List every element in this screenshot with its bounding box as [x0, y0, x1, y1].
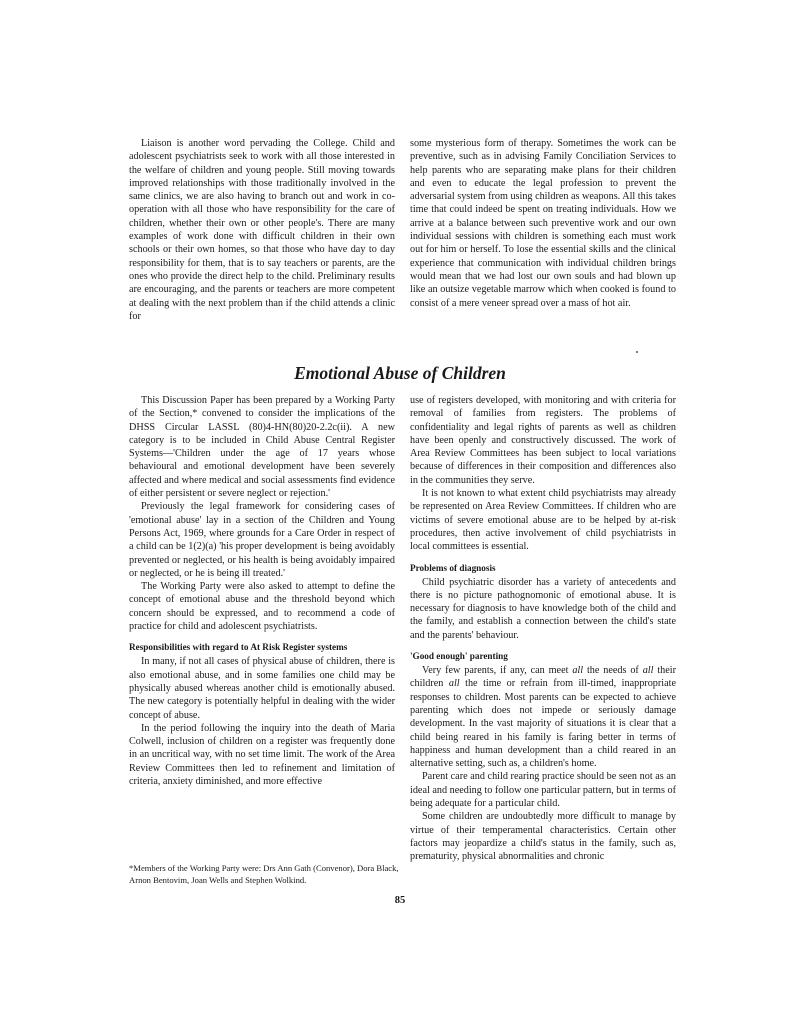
emphasis-all: all — [572, 665, 584, 677]
top-right-column — [410, 137, 676, 310]
text-run: Very few parents, if any, can meet — [422, 665, 573, 677]
working-party-paragraph: The Working Party were also asked to attempt to define the concept of emotional abuse and the threshold beyond which concern should be expressed, and to recommend a code of practice for child and adolescent psychiatrists. — [129, 581, 395, 633]
representation-paragraph: It is not known to what extent child psychiatrists may already be represented on Area Review Committees. If children who are victims of severe emotional abuse are to be helped by at-risk procedures, then active involvement of child psychiatrists in local committees is essential. — [410, 488, 676, 553]
liaison-paragraph: Liaison is another word pervading the College. Child and adolescent psychiatrists seek to work with all those interested in the welfare of children and young people. Still moving towards improved relationships with those traditionally involved in the same clinics, we are also having to branch out and work in co-operation with all those who have responsibility for the care of children, whether their own or other people's. There are many examples of work done with difficult children in their own schools or their own homes, so that those who have day to day responsibility for them, that is to say teachers or parents, are the ones who provide the direct help to the child. Preliminary results are encouraging, and the parents or teachers are more competent at dealing with the next problem than if the child attends a clinic for — [129, 138, 395, 322]
parent-care-paragraph: Parent care and child rearing practice should be seen not as an ideal and needing to follow one particular pattern, but in terms of being adequate for a particular child. — [410, 771, 676, 810]
section-heading-diagnosis: Problems of diagnosis — [410, 562, 496, 573]
physical-abuse-paragraph: In many, if not all cases of physical abuse of children, there is also emotional abuse, and in some families one child may be physically abused whereas another child is emotionally abused. The new category is potentially helpful in dealing with the wider concept of abuse. — [129, 656, 395, 721]
intro-paragraph: This Discussion Paper has been prepared by a Working Party of the Section,* convened to consider the implications of the DHSS Circular LASSL (80)4-HN(80)20-2.2c(ii). A new category is to be included in Child Abuse Central Register Systems—'Children under the age of 17 years whose behavioural and emotional development have been severely affected and where medical and social assessments find evidence of either persistent or severe neglect or rejection.' — [129, 395, 395, 500]
diagnosis-paragraph: Child psychiatric disorder has a variety of antecedents and there is no picture pathognomonic of emotional abuse. It is necessary for diagnosis to have knowledge both of the child and the family, and establish a connection between the child's state and the parents' behaviour. — [410, 576, 676, 641]
text-run: the time or refrain from ill-timed, inappropriate responses to children. Most parents can be expected to achieve parenting which does not impede or seriously damage development. In the vast majority of situations it is clear that a child being reared in his family is faring better in terms of happiness and human development than a child reared in an alternative setting, such as, a children's home. — [410, 678, 676, 770]
page-number: 85 — [394, 895, 406, 906]
legal-framework-paragraph: Previously the legal framework for considering cases of 'emotional abuse' lay in a section of the Children and Young Persons Act, 1969, where grounds for a Care Order in respect of a child can be 1(2)(a) 'his proper development is being avoidably prevented or neglected, or his health is being avoidably impaired or neglected, or he is being ill treated.' — [129, 501, 395, 579]
article-title: Emotional Abuse of Children — [294, 363, 506, 383]
top-left-column — [129, 137, 395, 323]
temperament-paragraph: Some children are undoubtedly more difficult to manage by virtue of their temperamental characteristics. Certain other factors may jeopardize a child's status in the family, such as, prematurity, physical abnormalities and chronic — [410, 811, 676, 863]
section-heading-responsibilities: Responsibilities with regard to At Risk Register systems — [129, 642, 348, 653]
article-left-column — [129, 394, 395, 788]
article-right-column — [410, 394, 676, 864]
emphasis-all: all — [642, 665, 654, 677]
therapy-paragraph: some mysterious form of therapy. Sometimes the work can be preventive, such as in advising Family Conciliation Services to help parents who are separating make plans for their children and even to educate the legal profession to prevent the adversarial system from using children as weapons. All this takes time that could indeed be spent on treating individuals. How we arrive at a balance between such preventive work and our own individual sessions with children is something each must work out for him or herself. To lose the essential skills and the clinical experience that communication with individual children brings would mean that we had lost our own souls and had blown up like an outsize vegetable marrow which when cooked is found to consist of a mere veneer spread over a mass of hot air. — [410, 138, 676, 309]
section-heading-parenting: 'Good enough' parenting — [410, 651, 508, 662]
emphasis-all: all — [448, 678, 460, 690]
registers-paragraph: use of registers developed, with monitoring and with criteria for removal of families from registers. The problems of confidentiality and legal rights of parents as well as children have been openly and constructively discussed. The work of Area Review Committees has been subject to local variations because of differences in their composition and differences also in the communities they serve. — [410, 395, 676, 486]
colwell-paragraph: In the period following the inquiry into the death of Maria Colwell, inclusion of children on a register was frequently done in an uncritical way, with no set time limit. The work of the Area Review Committees then led to refinement and limitation of criteria, anxiety diminished, and more effective — [129, 722, 395, 788]
text-run: their children — [410, 665, 676, 690]
footnote: *Members of the Working Party were: Drs Ann Gath (Convenor), Dora Black, Arnon Bentovim, Joan Wells and Stephen Wolkind. — [129, 863, 399, 885]
scan-speck — [636, 351, 638, 353]
parenting-paragraph — [410, 664, 676, 770]
text-run: the needs of — [583, 665, 643, 677]
